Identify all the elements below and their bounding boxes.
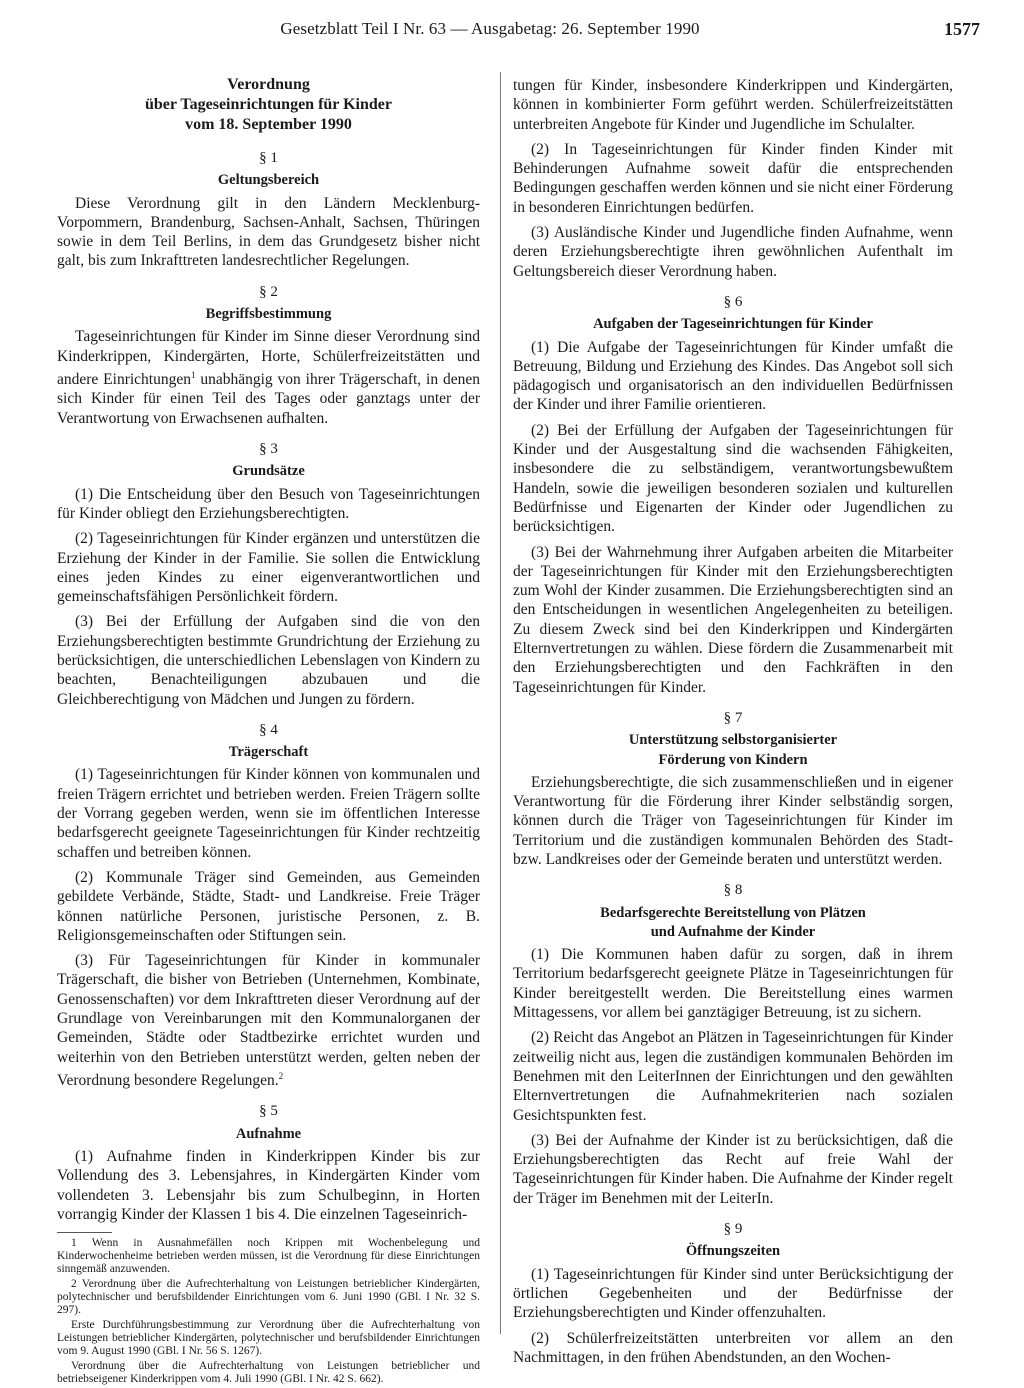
section-7-number: § 7 [723, 709, 743, 726]
section-3-title: Grundsätze [232, 463, 305, 480]
section-8-paragraph-2: (2) Reicht das Angebot an Plätzen in Tageseinrichtungen für Kinder zeitweilig nicht aus, legen die zuständigen kommunalen Behörden im Benehmen mit den LeiterInnen der Einrichtungen und den gewählten Elternvertretungen die Aufnahmekriterien nach sozialen Gesichtspunkten fest. [513, 1029, 953, 1124]
section-4-number: § 4 [259, 721, 278, 738]
section-1-paragraph-1: Diese Verordnung gilt in den Ländern Mecklenburg-Vorpommern, Brandenburg, Sachsen-Anhalt, Sachsen, Thüringen sowie in dem Teil Berlins, in dem das Grundgesetz bisher nicht galt, bis zum Inkrafttreten landesrechtlicher Regelungen. [57, 194, 480, 270]
section-9-title: Öffnungszeiten [685, 1243, 781, 1260]
title-line-2: über Tageseinrichtungen für Kinder [145, 96, 392, 113]
section-3-number: § 3 [259, 441, 278, 458]
section-7-paragraph-1: Erziehungsberechtigte, die sich zusammenschließen und in eigener Verantwortung für die Förderung ihrer Kinder selbständig sorgen, können durch die Träger von Tageseinrichtungen für Kinder im Territorium und die zuständigen kommunalen Behörden des Stadt- bzw. Landkreises oder der Gemeinde beraten und unterstützt werden. [513, 773, 953, 868]
section-8-number: § 8 [723, 882, 743, 899]
section-4-paragraph-1: (1) Tageseinrichtungen für Kinder können von kommunalen und freien Trägern errichtet und betrieben werden. Freien Trägern sollte der Vorrang gegeben werden, wenn sie im öffentlichen Interesse bedarfsgerecht geeignete Tageseinrichtungen für Kinder rechtzeitig schaffen und betreiben können. [57, 766, 480, 861]
section-1-number: § 1 [259, 150, 278, 166]
section-4-text-3: (3) Für Tageseinrichtungen für Kinder in kommunaler Trägerschaft, die bisher von Betrieben (Unternehmen, Kombinate, Genossenschaften) vor dem Inkrafttreten dieser Verordnung auf der Grundlage von Vereinbarungen mit den Kommunalorganen der Gemeinden, Städte oder Stadtbezirke errichtet wurden und weiterhin von den Betrieben unterstützt werden, gelten neben der Verordnung besondere Regelungen. [57, 952, 480, 1090]
page-number: 1577 [944, 19, 980, 39]
section-6-paragraph-2: (2) Bei der Erfüllung der Aufgaben der Tageseinrichtungen für Kinder und der Ausgestaltung sind die wachsenden Fähigkeiten, insbesondere die zu selbständigem, verantwortungsbewußtem Handeln, sowie die jeweiligen besonderen sozialen und kulturellen Bedürfnisse und Eigenarten der Kinder oder Jugendlichen zu berücksichtigen. [513, 421, 953, 536]
section-5-paragraph-3: (3) Ausländische Kinder und Jugendliche finden Aufnahme, wenn deren Erziehungsberechtigte ihren gewöhnlichen Aufenthalt im Geltungsbereich dieser Verordnung haben. [513, 224, 953, 280]
section-4-paragraph-2: (2) Kommunale Träger sind Gemeinden, aus Gemeinden gebildete Verbände, Städte, Stadt- und Landkreise. Freie Träger können natürliche Personen, juristische Personen, z. B. Religionsgemeinschaften oder Stiftungen sein. [57, 868, 480, 944]
footnote-2: 2 Verordnung über die Aufrechterhaltung von Leistungen betrieblicher Kindergärten, polytechnischer und berufsbildender Einrichtungen vom 6. Juni 1990 (GBl. I Nr. 32 S. 297). [57, 1278, 480, 1317]
title-line-3: vom 18. September 1990 [185, 116, 352, 133]
section-8-title-line-2: und Aufnahme der Kinder [650, 923, 816, 940]
section-5-title: Aufnahme [235, 1125, 302, 1142]
section-5-paragraph-1-start: (1) Aufnahme finden in Kinderkrippen Kinder bis zur Vollendung des 3. Lebensjahres, in Kindergärten Kinder vom vollendeten 3. Lebensjahr bis zum Schulbeginn, in Horten vorrangig Kinder der Klassen 1 bis 4. Die einzelnen Tageseinrich- [57, 1147, 480, 1223]
title-line-1: Verordnung [227, 76, 310, 93]
section-5-number: § 5 [259, 1103, 278, 1120]
section-9-number: § 9 [723, 1221, 743, 1238]
section-9-paragraph-1: (1) Tageseinrichtungen für Kinder sind unter Berücksichtigung der örtlichen Gegebenheiten und der Bedürfnisse der Erziehungsberechtigten und Kinder offenzuhalten. [513, 1265, 953, 1322]
footnote-ref-1: 1 [190, 369, 196, 380]
footnote-4: Verordnung über die Aufrechterhaltung von Leistungen betrieblicher und betriebseigener Kinderkrippen vom 4. Juli 1990 (GBl. I Nr. 42 S. 662). [57, 1360, 480, 1386]
section-9-paragraph-2: (2) Schülerfreizeitstätten unterbreiten vor allem an den Nachmittagen, in den frühen Abendstunden, an den Wochen- [513, 1329, 953, 1366]
footnote-divider [57, 1232, 112, 1233]
section-7-title-line-2: Förderung von Kindern [658, 751, 808, 768]
section-6-paragraph-3: (3) Bei der Wahrnehmung ihrer Aufgaben arbeiten die Mitarbeiter der Tageseinrichtungen für Kinder mit den Erziehungsberechtigten zum Wohl der Kinder zusammen. Die Erziehungsberechtigten sind an den Entscheidungen in wesentlichen Angelegenheiten zu beteiligen. Zu diesem Zweck sind bei den Kinderkrippen und Kindergärten Elternvertretungen zu wählen. Diese fördern die Zusammenarbeit mit den Erziehungsberechtigten und den Fachkräften in den Tageseinrichtungen für Kinder. [513, 543, 953, 696]
section-2-paragraph-1 [57, 327, 480, 428]
section-5-paragraph-1-continued: tungen für Kinder, insbesondere Kinderkrippen und Kindergärten, können in kombinierter Form geführt werden. Schülerfreizeitstätten unterbreiten Angebote für Kinder und Jugendliche im Schulalter. [513, 77, 953, 133]
section-5-paragraph-2: (2) In Tageseinrichtungen für Kinder finden Kinder mit Behinderungen Aufnahme soweit dafür die entsprechenden Bedingungen geschaffen werden können und sie nicht einer Förderung in besonderen Einrichtungen bedürfen. [513, 140, 953, 216]
section-4-paragraph-3 [57, 951, 480, 1090]
section-3-paragraph-3: (3) Bei der Erfüllung der Aufgaben sind die von den Erziehungsberechtigten bestimmte Grundrichtung der Erziehung zu berücksichtigen, die unterschiedlichen Lebenslagen von Kindern zu beachten, Benachteiligungen abzubauen und die Gleichberechtigung von Mädchen und Jungen zu fördern. [57, 613, 480, 708]
section-3-paragraph-1: (1) Die Entscheidung über den Besuch von Tageseinrichtungen für Kinder obliegt den Erziehungsberechtigten. [57, 485, 480, 522]
footnote-ref-2: 2 [278, 1070, 284, 1081]
section-6-title: Aufgaben der Tageseinrichtungen für Kinder [593, 316, 873, 333]
section-2-text-a: Tageseinrichtungen für Kinder im Sinne dieser Verordnung sind Kinderkrippen, Kindergärten, Horte, Schülerfreizeitstätten und andere Einrichtungen [57, 328, 480, 389]
section-8-paragraph-3: (3) Bei der Aufnahme der Kinder ist zu berücksichtigen, daß die Erziehungsberechtigten das Recht auf freie Wahl der Tageseinrichtungen für Kinder haben. Die Aufnahme der Kinder regelt der Träger im Benehmen mit der LeiterIn. [513, 1131, 953, 1207]
section-2-text-b: unabhängig von ihrer Trägerschaft, in denen sich Kinder für einen Teil des Tages oder ganztags unter der Verantwortung von Erwachsenen aufhalten. [57, 371, 480, 427]
section-4-title: Trägerschaft [228, 744, 309, 761]
gazette-header: Gesetzblatt Teil I Nr. 63 — Ausgabetag: 26. September 1990 [280, 19, 700, 38]
section-6-paragraph-1: (1) Die Aufgabe der Tageseinrichtungen für Kinder umfaßt die Betreuung, Bildung und Erziehung des Kindes. Das Angebot soll sich pädagogisch und organisatorisch an den individuellen Bedürfnissen der Kinder und ihrer Familie orientieren. [513, 338, 953, 414]
page-header [150, 19, 980, 45]
section-8-title [513, 904, 953, 943]
section-3-paragraph-2: (2) Tageseinrichtungen für Kinder ergänzen und unterstützen die Erziehung der Kinder in der Familie. Sie sollen die Entwicklung eines jeden Kindes zu einer eigenverantwortlichen und gemeinschaftsfähigen Persönlichkeit fördern. [57, 530, 480, 606]
left-column [57, 75, 480, 1388]
section-1-title: Geltungsbereich [217, 172, 320, 189]
column-divider [500, 72, 501, 1334]
section-7-title-line-1: Unterstützung selbstorganisierter [628, 732, 838, 749]
section-2-number: § 2 [259, 283, 278, 300]
footnote-3: Erste Durchführungsbestimmung zur Verordnung über die Aufrechterhaltung von Leistungen betrieblicher Kindergärten, polytechnischer und berufsbildender Einrichtungen vom 9. August 1990 (GBl. I Nr. 56 S. 1267). [57, 1319, 480, 1358]
section-8-paragraph-1: (1) Die Kommunen haben dafür zu sorgen, daß in ihrem Territorium bedarfsgerecht geeignete Plätze in Tageseinrichtungen für Kinder bereitgestellt werden. Die Bereitstellung eines warmen Mittagessens, vor allem bei ganztägiger Betreuung, ist zu sichern. [513, 946, 953, 1022]
section-2-title: Begriffsbestimmung [205, 306, 332, 323]
ordinance-title [57, 75, 480, 135]
right-column [513, 76, 953, 1373]
section-6-number: § 6 [723, 293, 743, 310]
footnote-1: 1 Wenn in Ausnahmefällen noch Krippen mit Wochenbelegung und Kinderwochenheime betrieben werden müssen, ist die Verordnung für diese Einrichtungen sinngemäß anzuwenden. [57, 1237, 480, 1276]
section-7-title [513, 731, 953, 770]
section-8-title-line-1: Bedarfsgerechte Bereitstellung von Plätzen [600, 904, 866, 921]
